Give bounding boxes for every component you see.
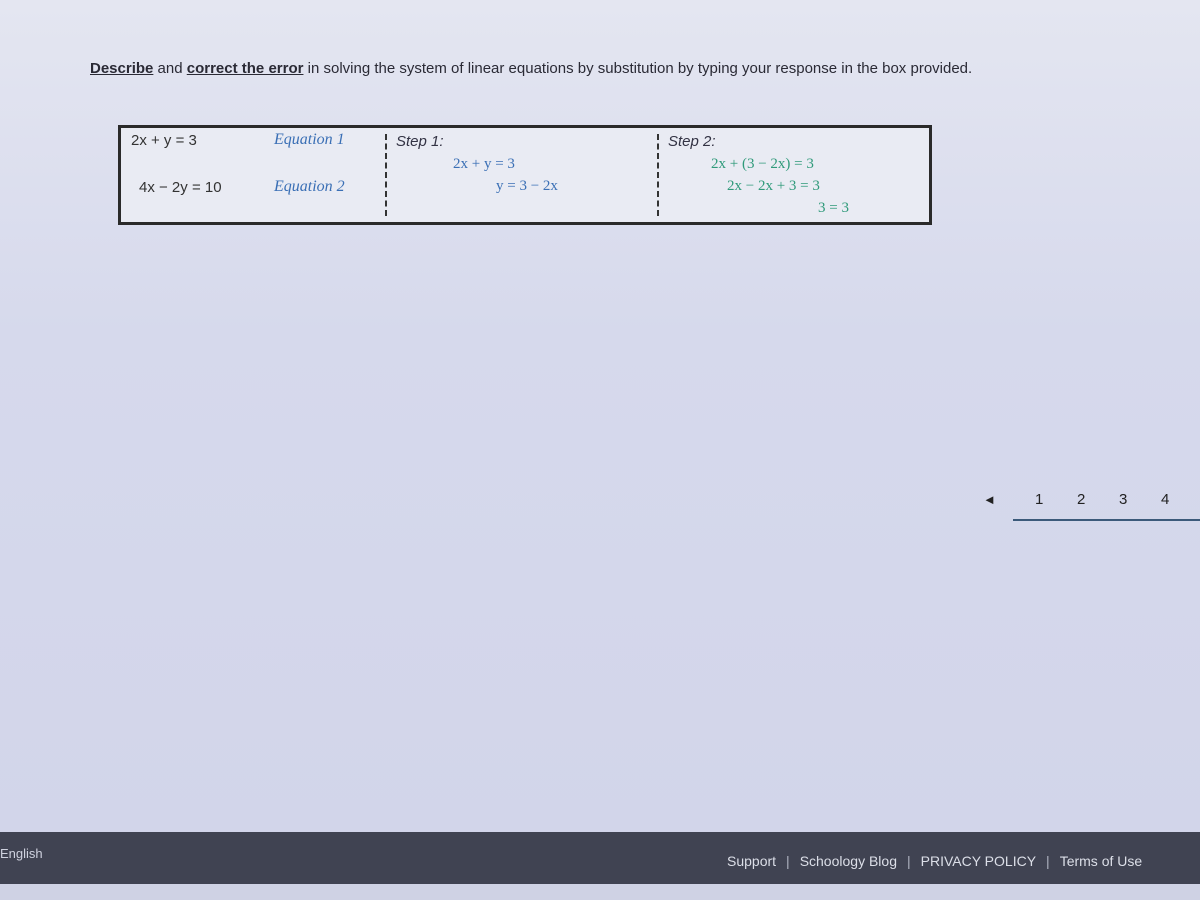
page-3-link[interactable]: 3 [1119, 491, 1128, 508]
prompt-describe: Describe [90, 60, 154, 77]
privacy-policy-link[interactable]: PRIVACY POLICY [920, 853, 1037, 869]
step-2-line-2: 2x − 2x + 3 = 3 [727, 178, 820, 194]
equation-2-label: Equation 2 [274, 178, 345, 195]
support-link[interactable]: Support [727, 853, 777, 869]
prompt-and: and [153, 60, 187, 77]
page-1-link[interactable]: 1 [1035, 491, 1044, 508]
equation-1: 2x + y = 3 [131, 132, 197, 149]
pagination [975, 487, 1200, 523]
divider-2 [657, 134, 659, 216]
footer-bottom-strip [0, 884, 1200, 900]
schoology-blog-link[interactable]: Schoology Blog [799, 853, 897, 869]
step-1-title: Step 1: [396, 133, 444, 150]
question-prompt [90, 60, 1150, 77]
step-1-line-2: y = 3 − 2x [496, 178, 558, 194]
footer-separator: | [786, 853, 790, 869]
step-2-line-3: 3 = 3 [818, 200, 849, 216]
page-2-link[interactable]: 2 [1077, 491, 1086, 508]
pagination-underline [1013, 519, 1200, 521]
language-selector[interactable]: English [0, 846, 43, 861]
footer-separator: | [906, 853, 911, 869]
equation-1-label: Equation 1 [274, 131, 345, 148]
footer-separator: | [1046, 853, 1050, 869]
prompt-correct-error: correct the error [186, 60, 304, 77]
previous-page-icon[interactable]: ◄ [983, 492, 996, 507]
footer-links [727, 853, 1142, 869]
prompt-rest: in solving the system of linear equations by substitution by typing your response in the box provided. [303, 60, 973, 77]
step-1-line-1: 2x + y = 3 [453, 156, 515, 172]
equation-2: 4x − 2y = 10 [139, 179, 222, 196]
terms-of-use-link[interactable]: Terms of Use [1059, 853, 1143, 869]
page-4-link[interactable]: 4 [1161, 491, 1170, 508]
step-2-line-1: 2x + (3 − 2x) = 3 [711, 156, 814, 172]
step-2-title: Step 2: [668, 133, 716, 150]
divider-1 [385, 134, 387, 216]
worked-solution-figure [118, 125, 932, 225]
